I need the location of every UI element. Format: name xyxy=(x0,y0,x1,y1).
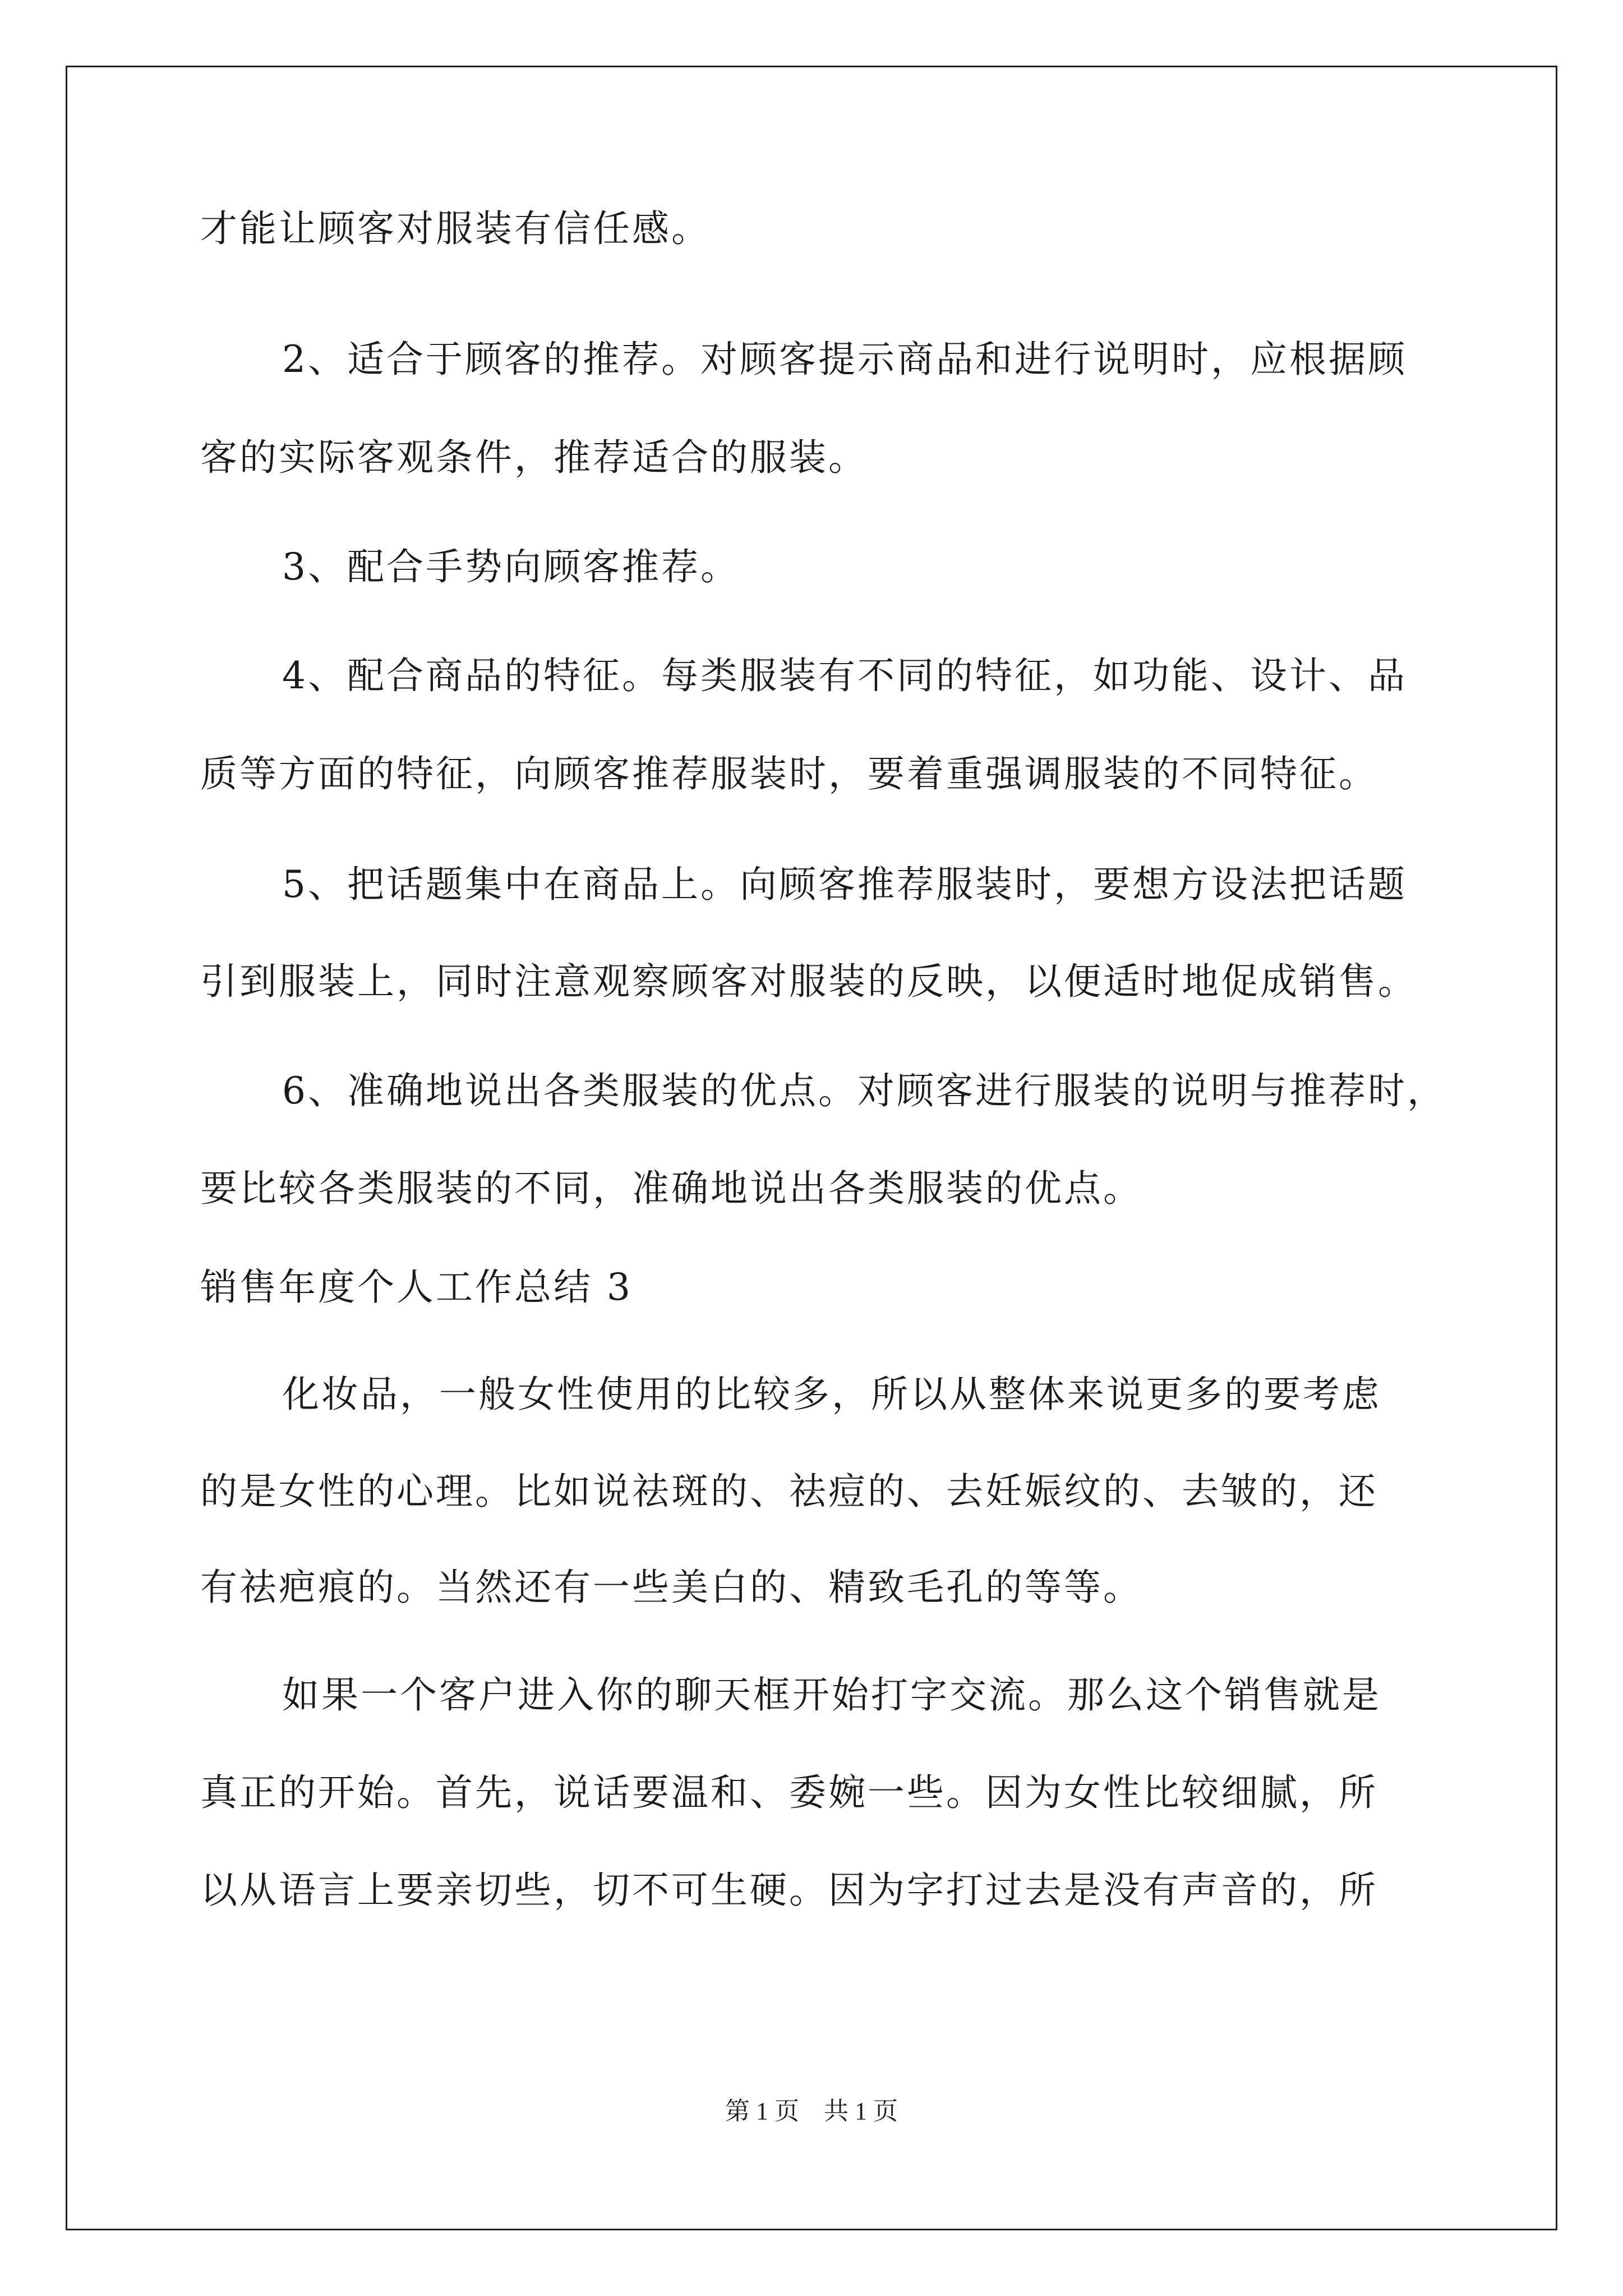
body-text-line: 要比较各类服装的不同，准确地说出各类服装的优点。 xyxy=(200,1167,1142,1210)
body-text-line: 的是女性的心理。比如说祛斑的、祛痘的、去妊娠纹的、去皱的，还 xyxy=(200,1470,1378,1513)
paragraph-text-line: 3、配合手势向顾客推荐。 xyxy=(282,545,740,588)
section-heading: 销售年度个人工作总结 3 xyxy=(200,1266,633,1309)
paragraph-text-line: 5、把话题集中在商品上。向顾客推荐服装时，要想方设法把话题 xyxy=(282,863,1407,906)
body-text-line: 引到服装上，同时注意观察顾客对服装的反映，以便适时地促成销售。 xyxy=(200,960,1417,1003)
page-footer: 第 1 页 共 1 页 xyxy=(725,2097,898,2125)
paragraph-text-line: 6、准确地说出各类服装的优点。对顾客进行服装的说明与推荐时， xyxy=(282,1069,1446,1112)
paragraph-text-line: 4、配合商品的特征。每类服装有不同的特征，如功能、设计、品 xyxy=(282,654,1407,697)
body-text-line: 客的实际客观条件，推荐适合的服装。 xyxy=(200,436,868,479)
body-text-line: 以从语言上要亲切些，切不可生硬。因为字打过去是没有声音的，所 xyxy=(200,1869,1378,1912)
paragraph-text-line: 2、适合于顾客的推荐。对顾客提示商品和进行说明时，应根据顾 xyxy=(282,338,1407,381)
body-text-line: 才能让顾客对服装有信任感。 xyxy=(200,207,711,250)
paragraph-text-line: 化妆品，一般女性使用的比较多，所以从整体来说更多的要考虑 xyxy=(282,1373,1381,1416)
body-text-line: 质等方面的特征，向顾客推荐服装时，要着重强调服装的不同特征。 xyxy=(200,752,1378,795)
body-text-line: 有祛疤痕的。当然还有一些美白的、精致毛孔的等等。 xyxy=(200,1566,1142,1609)
body-text-line: 真正的开始。首先，说话要温和、委婉一些。因为女性比较细腻，所 xyxy=(200,1771,1378,1814)
paragraph-text-line: 如果一个客户进入你的聊天框开始打字交流。那么这个销售就是 xyxy=(282,1673,1381,1717)
